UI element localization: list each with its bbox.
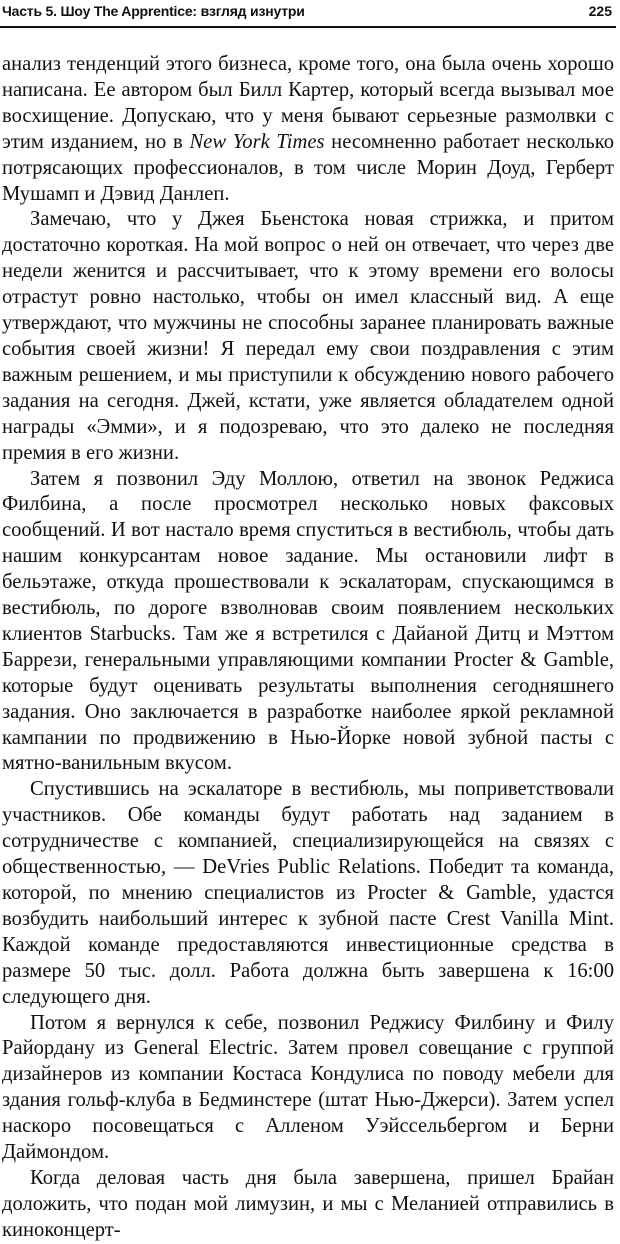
page-number: 225 (588, 3, 612, 19)
paragraph-text: несомненно работает несколько потрясающих профессионалов, в том числе Морин Доуд, Герберт Мушамп и Дэвид Данлеп. (2, 130, 614, 205)
running-header (0, 0, 616, 24)
paragraph-text: анализ тенденций этого бизнеса, кроме того, она была очень хорошо написана. Ее автором был Билл Картер, который всегда вызывал мое восхищение. Допускаю, что у меня бывают серьезные размолвки с этим изданием, но в (2, 53, 614, 153)
body-text (2, 52, 614, 1244)
running-title: Часть 5. Шоу The Apprentice: взгляд изнутри (2, 3, 305, 19)
header-rule (0, 26, 616, 28)
paragraph: Затем я позвонил Эду Моллою, ответил на звонок Реджиса Филбина, а после просмотрел несколько новых факсовых сообщений. И вот настало время спуститься в вестибюль, чтобы дать нашим конкурсантам новое задание. Мы остановили лифт в бельэтаже, откуда прошествовали к эскалаторам, спускающимся в вестибюль, по дороге взволновав своим появлением нескольких клиентов Starbucks. Там же я встретился с Дайаной Дитц и Мэттом Баррези, генеральными управляющими компании Procter & Gamble, которые будут оценивать результаты выполнения сегодняшнего задания. Оно заключается в разработке наиболее яркой рекламной кампании по продвижению в Нью-Йорке новой зубной пасты с мятно-ванильным вкусом. (2, 467, 614, 775)
publication-title: New York Times (189, 130, 325, 153)
paragraph: Замечаю, что у Джея Бьенстока новая стрижка, и притом достаточно короткая. На мой вопрос о ней он отвечает, что через две недели женится и рассчитывает, что к этому времени его волосы отрастут ровно настолько, чтобы он имел классный вид. А еще утверждают, что мужчины не способны заранее планировать важные события своей жизни! Я передал ему свои поздравления с этим важным решением, и мы приступили к обсуждению нового рабочего задания на сегодня. Джей, кстати, уже является обладателем одной награды «Эмми», и я подозреваю, что это далеко не последняя премия в его жизни. (2, 208, 614, 464)
paragraph (2, 52, 614, 207)
paragraph: Когда деловая часть дня была завершена, пришел Брайан доложить, что подан мой лимузин, и мы с Меланией отправились в киноконцерт- (2, 1166, 614, 1241)
paragraph: Спустившись на эскалаторе в вестибюль, мы поприветствовали участников. Обе команды будут работать над заданием в сотрудничестве с компанией, специализирующейся на связях с общественностью, — DeVries Public Relations. Победит та команда, которой, по мнению специалистов из Procter & Gamble, удастся возбудить наибольший интерес к зубной пасте Crest Vanilla Mint. Каждой команде предоставляются инвестиционные средства в размере 50 тыс. долл. Работа должна быть завершена к 16:00 следующего дня. (2, 778, 614, 1008)
paragraph: Потом я вернулся к себе, позвонил Реджису Филбину и Филу Райордану из General Electric. Затем провел совещание с группой дизайнеров из компании Костаса Кондулиса по поводу мебели для здания гольф-клуба в Бедминстере (штат Нью-Джерси). Затем успел наскоро посовещаться с Алленом Уэйссельбергом и Берни Даймондом. (2, 1011, 614, 1164)
